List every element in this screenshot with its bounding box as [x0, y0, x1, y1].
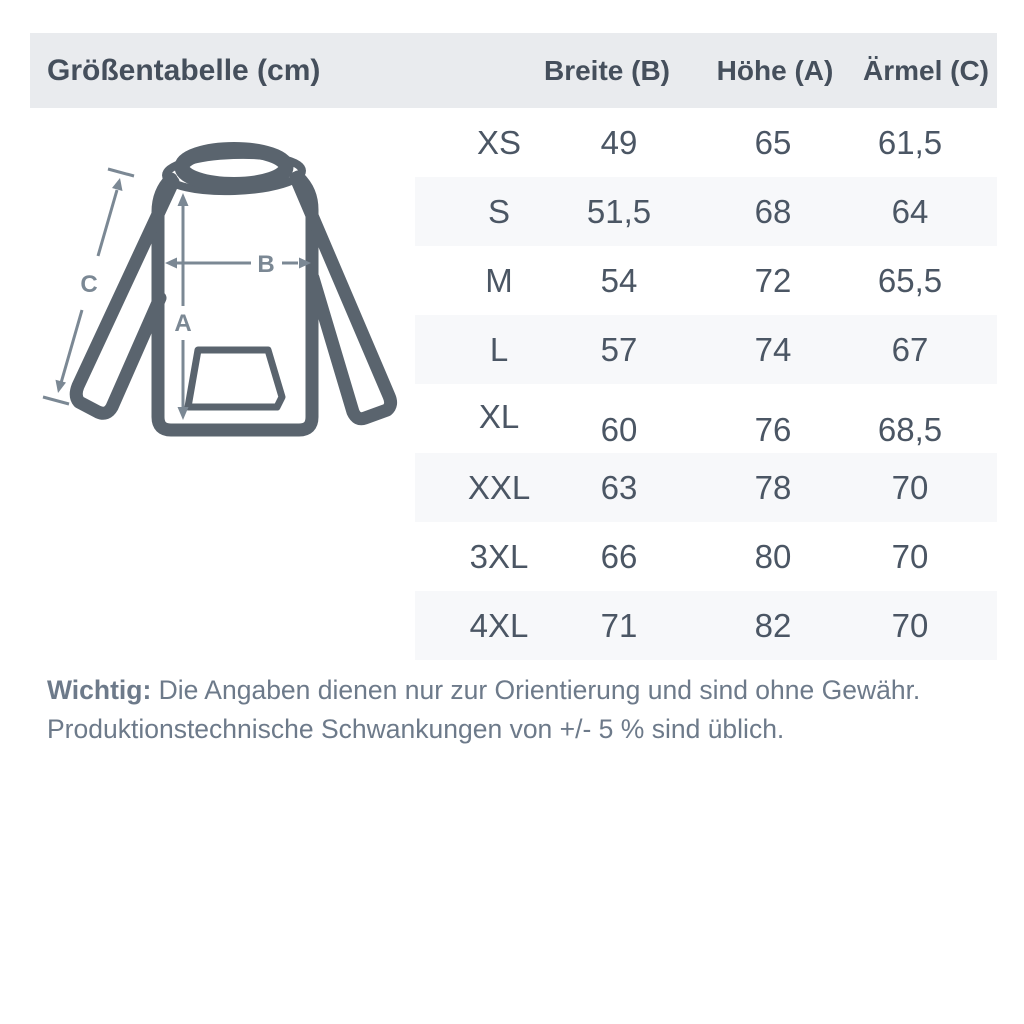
width-arrow-b [165, 258, 311, 269]
column-header-breite: Breite (B) [543, 54, 671, 86]
note-label: Wichtig: [47, 675, 152, 705]
breite-value: 66 [600, 537, 638, 575]
aermel-value: 64 [891, 192, 929, 230]
aermel-value: 68,5 [877, 410, 943, 448]
hoehe-value: 68 [754, 192, 792, 230]
table-row [415, 108, 997, 177]
hoehe-value: 78 [754, 468, 792, 506]
column-header-aermel: Ärmel (C) [862, 54, 990, 86]
hoodie-torso [158, 177, 312, 430]
table-row [415, 453, 997, 522]
note-line-2: Produktionstechnische Schwankungen von +/- 5 % sind üblich. [47, 714, 785, 744]
column-header-hoehe: Höhe (A) [716, 54, 834, 86]
column-headers [415, 33, 997, 108]
hood-ring [182, 150, 286, 185]
note-line-1: Wichtig: Die Angaben dienen nur zur Orientierung und sind ohne Gewähr. [47, 675, 921, 705]
size-label: M [485, 261, 513, 299]
size-label: S [487, 192, 511, 230]
size-label: 3XL [469, 537, 529, 575]
aermel-value: 61,5 [877, 123, 943, 161]
table-row [415, 591, 997, 660]
dimension-label-a: A [174, 310, 192, 337]
hoehe-value: 82 [754, 606, 792, 644]
breite-value: 51,5 [586, 192, 652, 230]
breite-value: 57 [600, 330, 638, 368]
breite-value: 60 [600, 410, 638, 448]
kangaroo-pocket [188, 350, 282, 407]
table-row [415, 315, 997, 384]
size-label: XS [476, 123, 522, 161]
table-row [415, 246, 997, 315]
size-label: 4XL [469, 606, 529, 644]
table-row [415, 177, 997, 246]
important-note [47, 671, 987, 749]
dimension-label-c: C [80, 271, 98, 298]
breite-value: 71 [600, 606, 638, 644]
hoodie-diagram [30, 120, 420, 460]
height-arrow-a [178, 193, 189, 420]
hoehe-value: 65 [754, 123, 792, 161]
size-label: XXL [467, 468, 531, 506]
aermel-value: 67 [891, 330, 929, 368]
size-label: L [489, 330, 509, 368]
size-label: XL [478, 397, 520, 435]
breite-value: 49 [600, 123, 638, 161]
hoehe-value: 74 [754, 330, 792, 368]
aermel-value: 70 [891, 606, 929, 644]
table-row [415, 384, 997, 453]
hoehe-value: 80 [754, 537, 792, 575]
breite-value: 63 [600, 468, 638, 506]
size-table [415, 108, 997, 660]
hoehe-value: 76 [754, 410, 792, 448]
breite-value: 54 [600, 261, 638, 299]
table-row [415, 522, 997, 591]
aermel-value: 70 [891, 537, 929, 575]
hoehe-value: 72 [754, 261, 792, 299]
table-header-bar [30, 33, 997, 108]
aermel-value: 70 [891, 468, 929, 506]
page-title: Größentabelle (cm) [47, 53, 321, 87]
dimension-label-b: B [257, 251, 275, 278]
aermel-value: 65,5 [877, 261, 943, 299]
